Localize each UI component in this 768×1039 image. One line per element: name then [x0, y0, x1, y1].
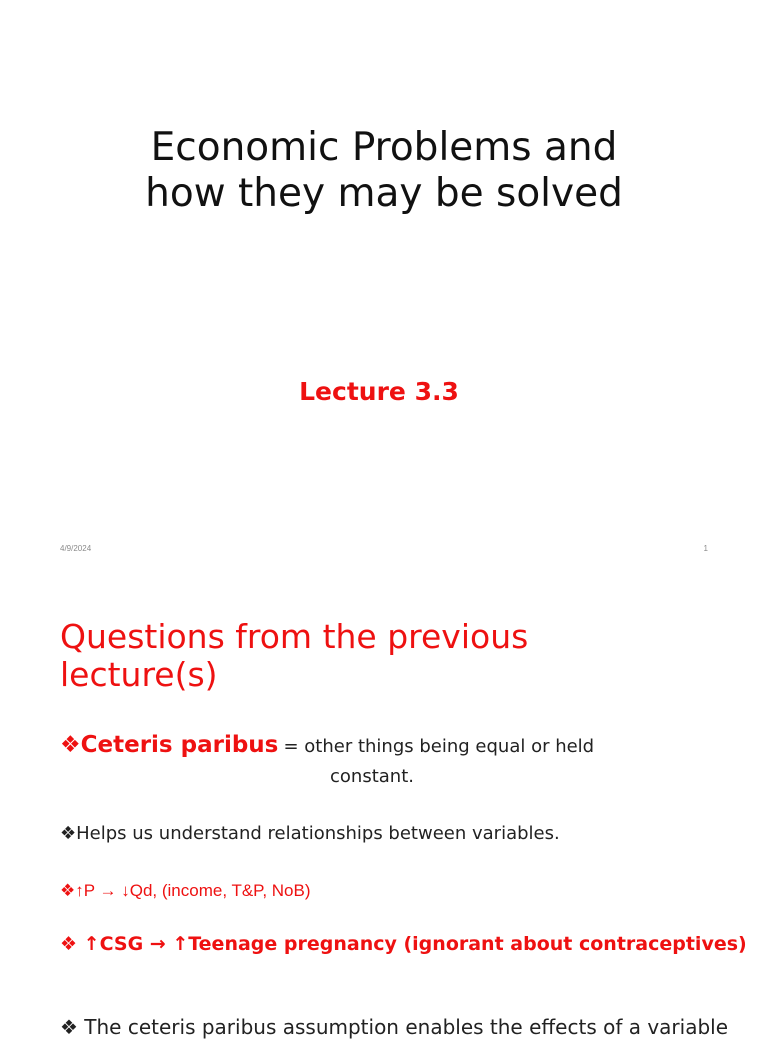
slide-subtitle: Lecture 3.3: [299, 377, 459, 406]
slide-title-line-1: Economic Problems and: [150, 125, 618, 170]
slide-heading: [60, 618, 700, 694]
slide-heading-line-2: lecture(s): [60, 655, 218, 694]
slide-title: [0, 125, 768, 217]
bullet-text: ↑CSG → ↑Teenage pregnancy (ignorant about contraceptives): [83, 933, 747, 955]
bullet-term: Ceteris paribus: [80, 732, 279, 758]
bullet-marker-icon: ❖: [60, 881, 76, 900]
bullet-ceteris-paribus: [60, 732, 720, 758]
bullet-definition: = other things being equal or held: [283, 736, 595, 757]
bullet-marker-icon: ❖: [60, 732, 81, 758]
slide-number: 1: [703, 544, 708, 553]
bullet-relationships: [60, 823, 560, 844]
bullet-csg-pregnancy: [60, 933, 747, 955]
bullet-marker-icon: ❖: [60, 933, 78, 955]
slide-title-line-2: how they may be solved: [145, 171, 623, 216]
bullet-marker-icon: ❖: [60, 823, 77, 844]
slide-heading-line-1: Questions from the previous: [60, 617, 529, 656]
footer-date: 4/9/2024: [60, 544, 92, 553]
bullet-price-demand: [60, 881, 311, 901]
slide-2: [0, 576, 768, 1039]
bullet-text: ↑P → ↓Qd, (income, T&P, NoB): [75, 881, 311, 900]
bullet-text: Helps us understand relationships between variables.: [76, 823, 560, 844]
bullet-definition-continued: constant.: [330, 766, 414, 787]
bullet-partial-cutoff: ❖ The ceteris paribus assumption enables the effects of a variable: [60, 1015, 729, 1039]
